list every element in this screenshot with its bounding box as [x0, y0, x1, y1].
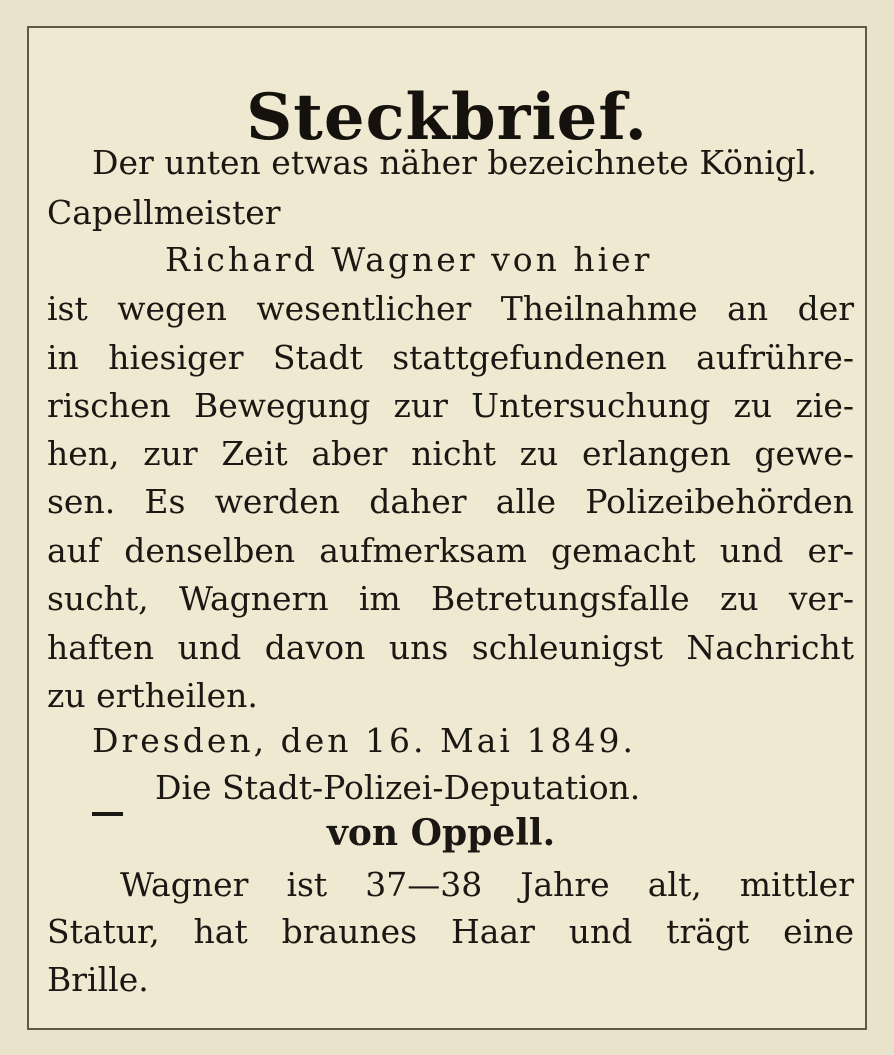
text-line: sucht, Wagnern im Betretungsfalle zu ver-	[47, 579, 854, 618]
description-line: Statur, hat braunes Haar und trägt eine	[47, 912, 854, 951]
text-line: zu ertheilen.	[47, 676, 258, 715]
authority-line: Die Stadt-Polizei-Deputation.	[155, 768, 641, 807]
text-line: in hiesiger Stadt stattgefundenen aufrühre-	[47, 338, 854, 377]
text-line: auf denselben aufmerksam gemacht und er-	[47, 531, 854, 570]
text-line: rischen Bewegung zur Untersuchung zu zie-	[47, 386, 854, 425]
description-line: Wagner ist 37—38 Jahre alt, mittler	[120, 865, 854, 904]
text-line: haften und davon uns schleunigst Nachricht	[47, 628, 854, 667]
text-line: Capellmeister	[47, 193, 281, 232]
date-line: Dresden, den 16. Mai 1849.	[92, 721, 636, 760]
signature: von Oppell.	[327, 812, 556, 854]
text-line: sen. Es werden daher alle Polizeibehörden	[47, 482, 854, 521]
text-line: Der unten etwas näher bezeichnete Königl.	[92, 143, 817, 182]
text-line: ist wegen wesentlicher Theilnahme an der	[47, 289, 854, 328]
wanted-name-line: Richard Wagner von hier	[165, 240, 653, 279]
text-line: hen, zur Zeit aber nicht zu erlangen gewe-	[47, 434, 854, 473]
notice-title: Steckbrief.	[246, 80, 648, 155]
signature-dash	[92, 812, 123, 816]
description-line: Brille.	[47, 960, 149, 999]
